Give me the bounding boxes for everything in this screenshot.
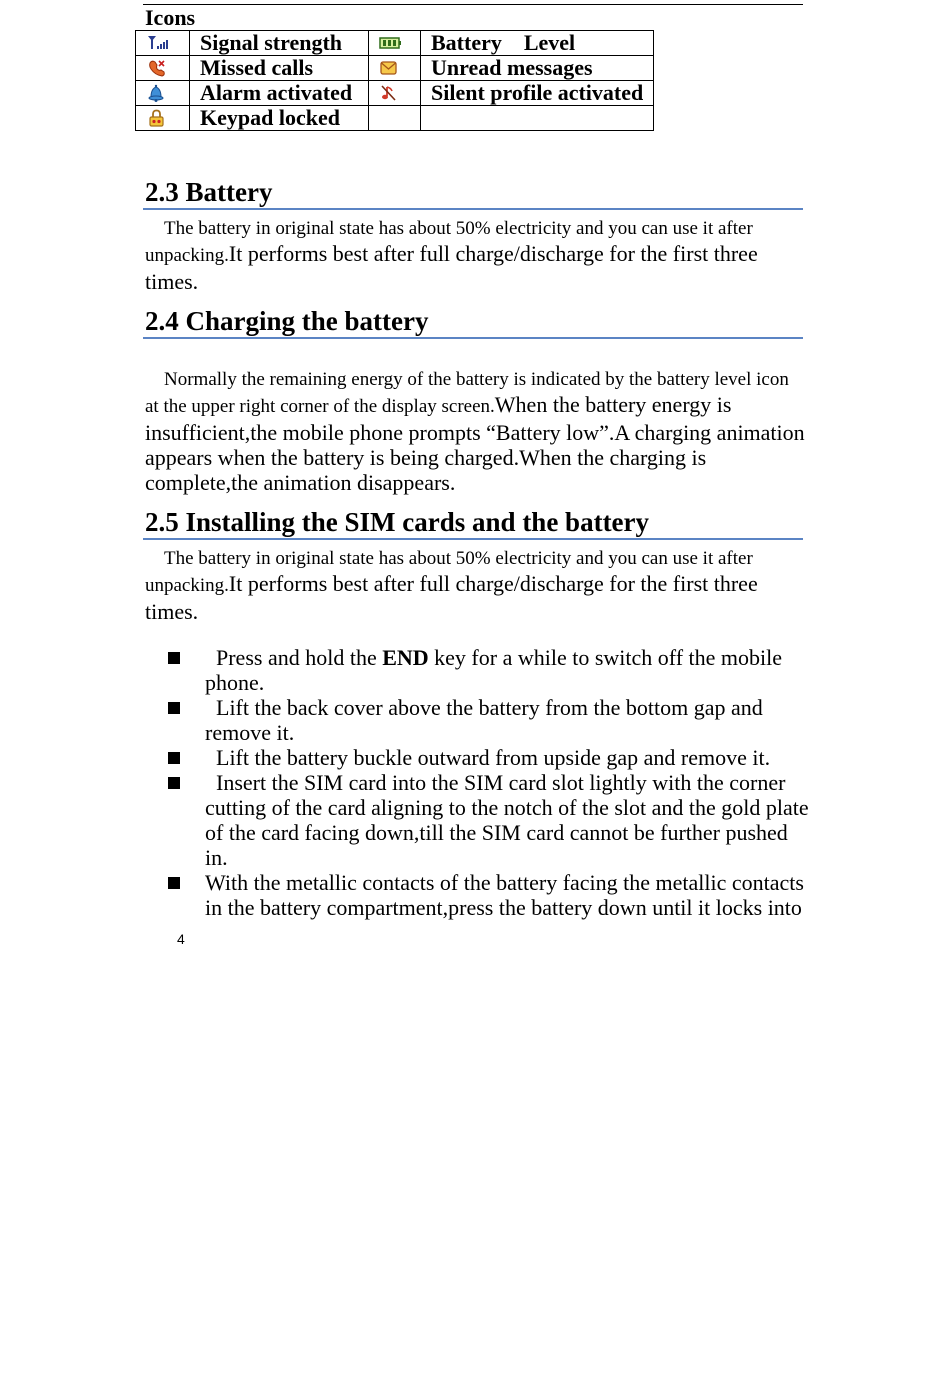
paragraph-fragment: It performs best after full charge/discharge for the first three [228, 571, 758, 596]
section-heading-charging: 2.4 Charging the battery [145, 306, 429, 336]
list-item-line: of the card facing down,till the SIM card cannot be further pushed [205, 820, 788, 845]
table-cell-label: Battery Level [421, 31, 654, 56]
paragraph-fragment: unpacking. [145, 245, 229, 266]
bullet-square-icon [168, 777, 180, 789]
paragraph-line [145, 392, 815, 420]
list-item [168, 695, 828, 745]
section-rule [143, 538, 803, 540]
table-cell-label: Signal strength [190, 31, 369, 56]
table-cell-label: Alarm activated [190, 81, 369, 106]
list-item-text: Press and hold the [205, 645, 383, 670]
list-item-line: phone. [205, 670, 265, 695]
paragraph-fragment: at the upper right corner of the display screen. [145, 396, 495, 417]
empty-icon-cell [369, 106, 421, 131]
list-item-line: Insert the SIM card into the SIM card slot lightly with the corner [205, 770, 786, 795]
paragraph-line: insufficient,the mobile phone prompts “Battery low”.A charging animation [145, 420, 805, 445]
table-cell-label: Missed calls [190, 56, 369, 81]
signal-strength-icon [136, 31, 190, 56]
section-rule [143, 337, 803, 339]
list-item-line: remove it. [205, 720, 295, 745]
icon-table [135, 30, 654, 131]
table-cell-label: Keypad locked [190, 106, 369, 131]
installing-paragraph [145, 546, 815, 624]
empty-label-cell [421, 106, 654, 131]
list-item-text: key for a while to switch off the mobile [428, 645, 782, 670]
section-heading-installing: 2.5 Installing the SIM cards and the battery [145, 507, 650, 537]
paragraph-line: times. [145, 599, 199, 624]
paragraph-fragment: unpacking. [145, 575, 229, 596]
battery-paragraph [145, 216, 815, 294]
installation-steps-list [168, 645, 828, 920]
list-item [168, 870, 828, 920]
charging-paragraph [145, 367, 815, 495]
table-row [136, 56, 654, 81]
alarm-icon [136, 81, 190, 106]
keypad-lock-icon [136, 106, 190, 131]
list-item-line: in the battery compartment,press the battery down until it locks into [205, 895, 802, 920]
bullet-square-icon [168, 752, 180, 764]
list-item-line: in. [205, 845, 228, 870]
paragraph-line [145, 241, 815, 269]
list-item-line: Lift the back cover above the battery from the bottom gap and [205, 695, 763, 720]
list-item [168, 770, 828, 870]
section-heading-battery: 2.3 Battery [145, 177, 273, 207]
list-item [168, 645, 828, 695]
end-key-label: END [382, 645, 429, 670]
paragraph-line: The battery in original state has about 50% electricity and you can use it after [164, 548, 753, 569]
table-row [136, 81, 654, 106]
bullet-square-icon [168, 702, 180, 714]
paragraph-line: appears when the battery is being charged.When the charging is [145, 445, 707, 470]
list-item-line: cutting of the card aligning to the notch of the slot and the gold plate [205, 795, 809, 820]
list-item-line: With the metallic contacts of the battery facing the metallic contacts [205, 870, 804, 895]
battery-level-icon [369, 31, 421, 56]
paragraph-line: The battery in original state has about 50% electricity and you can use it after [164, 218, 753, 239]
list-item [168, 745, 828, 770]
list-item-line [205, 645, 828, 670]
missed-calls-icon [136, 56, 190, 81]
paragraph-fragment: When the battery energy is [494, 392, 732, 417]
paragraph-line: Normally the remaining energy of the battery is indicated by the battery level icon [164, 369, 789, 390]
icons-heading: Icons [145, 5, 196, 30]
table-cell-label: Silent profile activated [421, 81, 654, 106]
top-rule [143, 4, 803, 5]
silent-profile-icon [369, 81, 421, 106]
bullet-square-icon [168, 877, 180, 889]
table-row [136, 106, 654, 131]
paragraph-line: complete,the animation disappears. [145, 470, 456, 495]
bullet-square-icon [168, 652, 180, 664]
section-rule [143, 208, 803, 210]
unread-messages-icon [369, 56, 421, 81]
list-item-line: Lift the battery buckle outward from upside gap and remove it. [205, 745, 771, 770]
table-row [136, 31, 654, 56]
paragraph-line: times. [145, 269, 199, 294]
table-cell-label: Unread messages [421, 56, 654, 81]
page-number: 4 [177, 931, 185, 947]
paragraph-line [145, 571, 815, 599]
paragraph-fragment: It performs best after full charge/discharge for the first three [228, 241, 758, 266]
